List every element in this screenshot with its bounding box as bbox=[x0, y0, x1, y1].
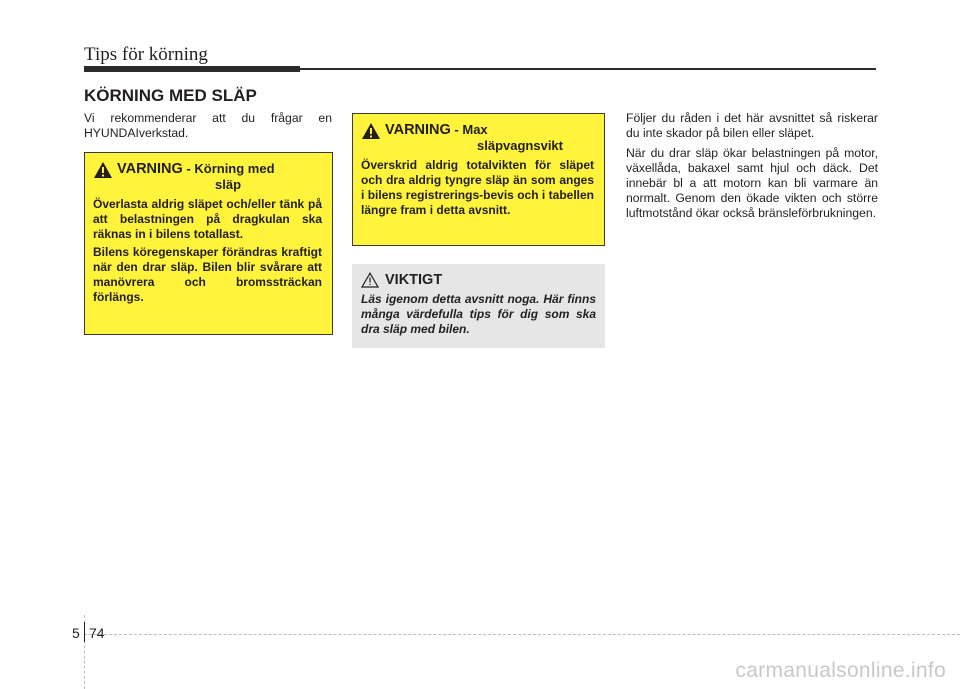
warning-label: VARNING bbox=[385, 122, 451, 138]
warning-title-line1: - Max bbox=[454, 122, 488, 137]
body-paragraph: Följer du råden i det här avsnittet så riskerar du inte skador på bilen eller släpet. bbox=[626, 111, 878, 140]
notice-header bbox=[361, 272, 596, 288]
header-title: Tips för körning bbox=[84, 44, 208, 65]
warning-triangle-icon bbox=[361, 122, 381, 140]
warning-title bbox=[117, 161, 275, 192]
warning-paragraph: Bilens köregenskaper förändras kraftigt när den drar släp. Bilen blir svårare att manövrera och bromssträckan förlängs. bbox=[93, 245, 322, 304]
warning-paragraph: Överlasta aldrig släpet och/eller tänk på att belastningen på dragkulan ska räknas in i bilens totallast. bbox=[93, 197, 322, 241]
header-rule-thin bbox=[300, 68, 876, 70]
warning-header bbox=[93, 161, 322, 192]
watermark: carmanualsonline.info bbox=[735, 659, 946, 682]
body-paragraph: När du drar släp ökar belastningen på motor, växellåda, bakaxel samt hjul och däck. Det innebär bl a att motorn kan bli varmare än normalt. Genom den ökade vikten och större luftmotstånd ökar också bränsleförbrukningen. bbox=[626, 146, 878, 220]
caution-triangle-icon bbox=[361, 272, 379, 288]
section-heading: KÖRNING MED SLÄP bbox=[84, 86, 257, 105]
footer-rule bbox=[84, 634, 960, 635]
warning-header bbox=[361, 122, 594, 153]
warning-title bbox=[385, 122, 563, 153]
warning-title-line2: släpvagnsvikt bbox=[477, 138, 563, 153]
warning-paragraph: Överskrid aldrig totalvikten för släpet och dra aldrig tyngre släp än som anges i bilens registrerings-bevis och i tabellen längre fram i detta avsnitt. bbox=[361, 158, 594, 217]
notice-box bbox=[352, 264, 605, 348]
warning-box-towing bbox=[84, 152, 333, 335]
footer-tick bbox=[84, 622, 85, 642]
page-number: 74 bbox=[89, 625, 105, 641]
warning-box-max-weight bbox=[352, 113, 605, 246]
warning-label: VARNING bbox=[117, 161, 183, 177]
warning-triangle-icon bbox=[93, 161, 113, 179]
notice-label: VIKTIGT bbox=[385, 272, 443, 288]
column-three bbox=[626, 111, 878, 226]
intro-text: Vi rekommenderar att du frågar en HYUNDAIverkstad. bbox=[84, 111, 332, 140]
warning-title-line2: släp bbox=[215, 177, 242, 192]
notice-text: Läs igenom detta avsnitt noga. Här finns många värdefulla tips för dig som ska dra släp med bilen. bbox=[361, 292, 596, 336]
chapter-number: 5 bbox=[72, 625, 80, 641]
header-rule-thick bbox=[84, 66, 300, 72]
warning-title-line1: - Körning med bbox=[186, 161, 275, 176]
